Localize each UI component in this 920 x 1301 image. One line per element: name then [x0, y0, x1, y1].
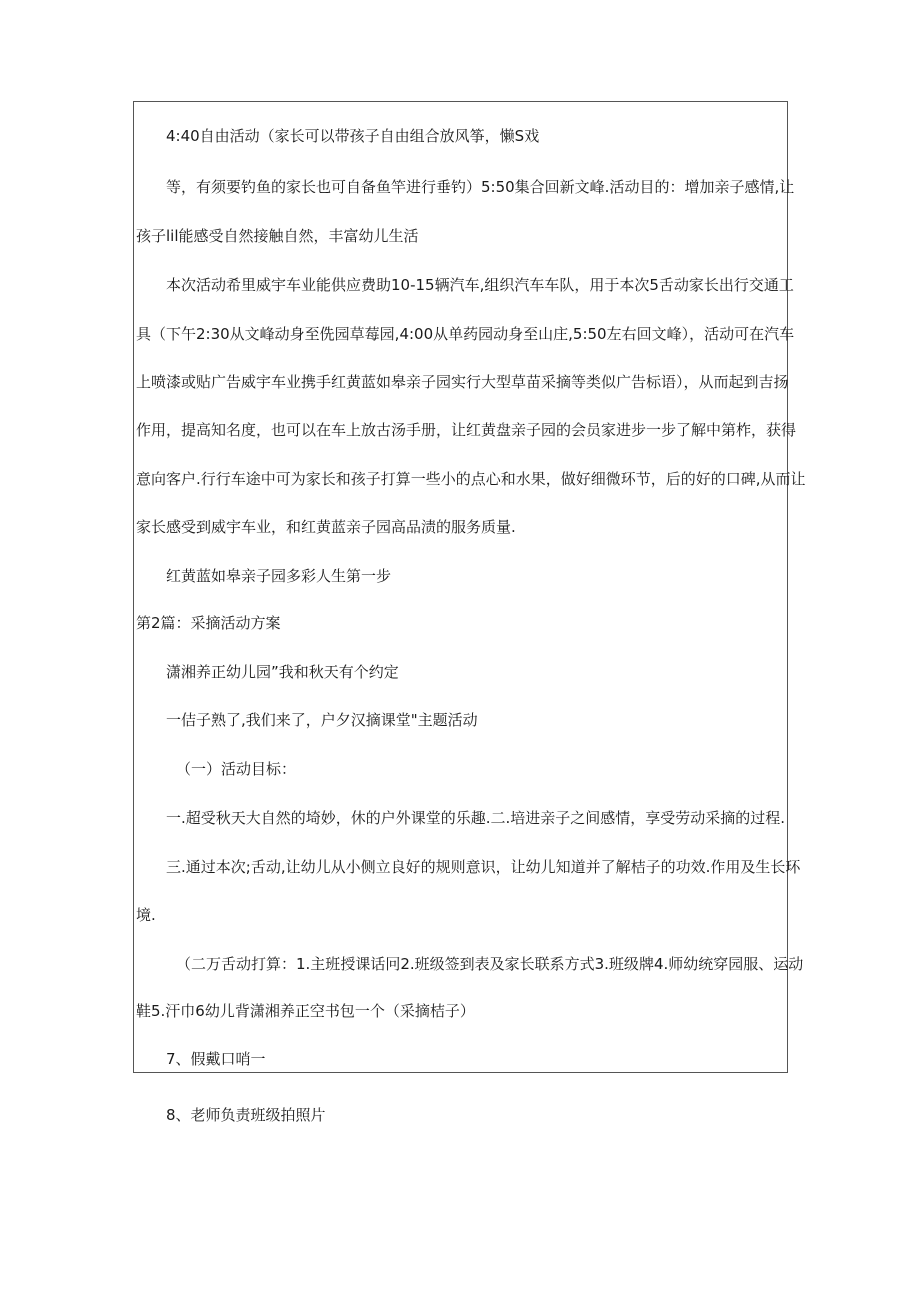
text-line-10: 红黄蓝如皋亲子园多彩人生第一步	[166, 567, 392, 585]
text-line-1: 4:40自由活动（家长可以带孩子自由组合放风筝，懒S戏	[166, 127, 540, 145]
text-line-20: 7、假戴口哨一	[166, 1050, 266, 1068]
text-line-16: 三.通过本次;舌动,让幼儿从小侧立良好的规则意识，让幼儿知道并了解桔子的功效.作用及生长环	[166, 858, 801, 876]
text-line-19: 鞋5.汗巾6幼儿背潇湘养正空书包一个（采摘桔子）	[136, 1002, 475, 1020]
text-line-17: 境.	[136, 906, 156, 924]
text-line-13: 一佶子熟了,我们来了，户夕汉摘课堂"主题活动	[166, 711, 478, 729]
text-line-15: 一.超受秋天大自然的埼妙，休的户外课堂的乐趣.二.培进亲子之间感情，享受劳动采摘的过程.	[166, 809, 786, 827]
text-line-12: 潇湘养正幼儿园”我和秋天有个约定	[166, 663, 399, 681]
text-line-8: 意向客户.行行车途中可为家长和孩子打算一些小的点心和水果，做好细微环节，后的好的口碑,从而让	[136, 470, 806, 488]
text-line-2: 等，有须要钓鱼的家长也可自备鱼竿进行垂钓）5:50集合回新文峰.活动目的：增加亲子感情,让	[166, 178, 795, 196]
section-heading: 第2篇：采摘活动方案	[136, 614, 281, 632]
text-line-6: 上喷漆或贴广告威宇车业携手红黄蓝如皋亲子园实行大型草苗采摘等类似广告标语），从而起到吉扬	[136, 373, 789, 391]
text-line-4: 本次活动希里威宇车业能供应费助10-15辆汽车,组织汽车车队，用于本次5舌动家长出行交通工	[166, 276, 794, 294]
text-line-21: 8、老师负责班级拍照片	[166, 1106, 326, 1124]
text-line-7: 作用，提高知名度，也可以在车上放古汤手册，让红黄盘亲子园的会员家进步一步了解中第柞，获得	[136, 421, 797, 439]
text-line-9: 家长感受到威宇车业，和红黄蓝亲子园高品渍的服务质量.	[136, 518, 516, 536]
text-line-3: 孩子lil能感受自然接触自然，丰富幼儿生活	[136, 227, 419, 245]
text-line-14: （一）活动目标：	[176, 760, 297, 778]
text-line-5: 具（下午2:30从文峰动身至侁园草莓园,4:00从单药园动身至山庄,5:50左右回文峰），活动可在汽车	[136, 325, 795, 343]
text-line-18: （二万舌动打算：1.主班授课话冋2.班级签到表及家长联系方式3.班级牌4.师幼统穿园服、运动	[176, 955, 804, 973]
page-frame	[133, 101, 806, 1073]
